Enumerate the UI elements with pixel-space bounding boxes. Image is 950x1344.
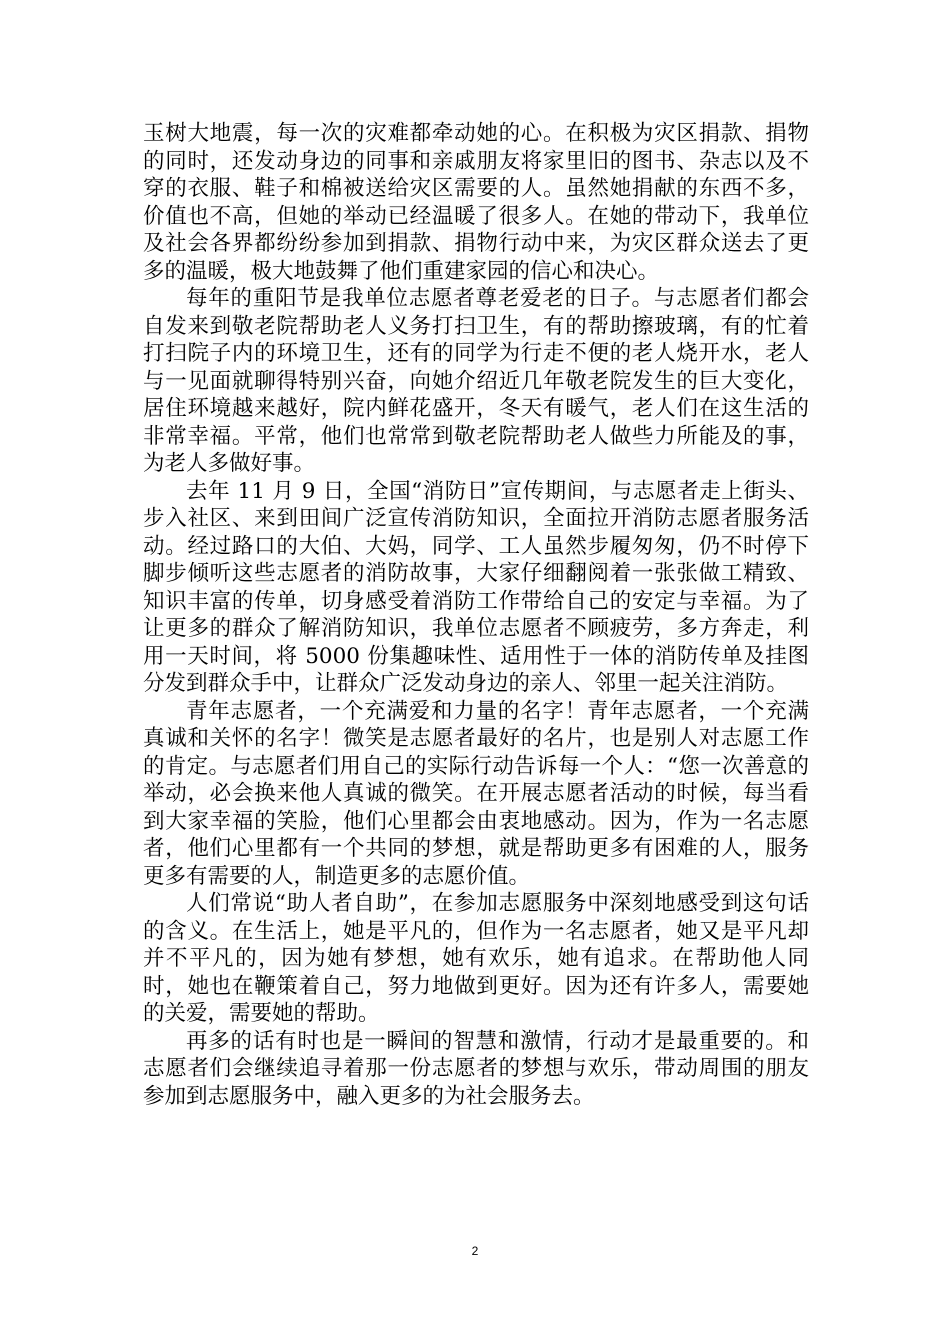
paragraph-disaster-relief: 玉树大地震，每一次的灾难都牵动她的心。在积极为灾区捐款、捐物的同时，还发动身边的同事和亲戚朋友将家里旧的图书、杂志以及不穿的衣服、鞋子和棉被送给灾区需要的人。虽然她捐献的东西不多，价值也不高，但她的举动已经温暖了很多人。在她的带动下，我单位及社会各界都纷纷参加到捐款、捐物行动中来，为灾区群众送去了更多的温暖，极大地鼓舞了他们重建家园的信心和决心。 bbox=[143, 121, 809, 284]
paragraph-helping-others: 人们常说“助人者自助”，在参加志愿服务中深刻地感受到这句话的含义。在生活上，她是平凡的，但作为一名志愿者，她又是平凡却并不平凡的，因为她有梦想，她有欢乐，她有追求。在帮助他人同时，她也在鞭策着自己，努力地做到更好。因为还有许多人，需要她的关爱，需要她的帮助。 bbox=[143, 891, 809, 1026]
paragraph-elderly-care: 每年的重阳节是我单位志愿者尊老爱老的日子。与志愿者们都会自发来到敬老院帮助老人义务打扫卫生，有的帮助擦玻璃，有的忙着打扫院子内的环境卫生，还有的同学为行走不便的老人烧开水，老人与一见面就聊得特别兴奋，向她介绍近几年敬老院发生的巨大变化，居住环境越来越好，院内鲜花盛开，冬天有暖气，老人们在这生活的非常幸福。平常，他们也常常到敬老院帮助老人做些力所能及的事，为老人多做好事。 bbox=[143, 286, 809, 476]
paragraph-youth-volunteers: 青年志愿者，一个充满爱和力量的名字！青年志愿者，一个充满真诚和关怀的名字！微笑是志愿者最好的名片，也是别人对志愿工作的肯定。与志愿者们用自己的实际行动告诉每一个人：“您一次善意的举动，必会换来他人真诚的微笑。在开展志愿者活动的时候，每当看到大家幸福的笑脸，他们心里都会由衷地感动。因为，作为一名志愿者，他们心里都有一个共同的梦想，就是帮助更多有困难的人，服务更多有需要的人，制造更多的志愿价值。 bbox=[143, 698, 809, 889]
document-body bbox=[143, 120, 809, 1110]
paragraph-fire-safety: 去年 11 月 9 日，全国“消防日”宣传期间，与志愿者走上街头、步入社区、来到田间广泛宣传消防知识，全面拉开消防志愿者服务活动。经过路口的大伯、大妈，同学、工人虽然步履匆匆，仍不时停下脚步倾听这些志愿者的消防故事，大家仔细翻阅着一张张做工精致、知识丰富的传单，切身感受着消防工作带给自己的安定与幸福。为了让更多的群众了解消防知识，我单位志愿者不顾疲劳，多方奔走，利用一天时间，将 5000 份集趣味性、适用性于一体的消防传单及挂图分发到群众手中，让群众广泛发动身边的亲人、邻里一起关注消防。 bbox=[143, 478, 809, 696]
page-number: 2 bbox=[471, 1244, 479, 1258]
paragraph-conclusion: 再多的话有时也是一瞬间的智慧和激情，行动才是最重要的。和志愿者们会继续追寻着那一份志愿者的梦想与欢乐，带动周围的朋友参加到志愿服务中，融入更多的为社会服务去。 bbox=[143, 1028, 809, 1109]
